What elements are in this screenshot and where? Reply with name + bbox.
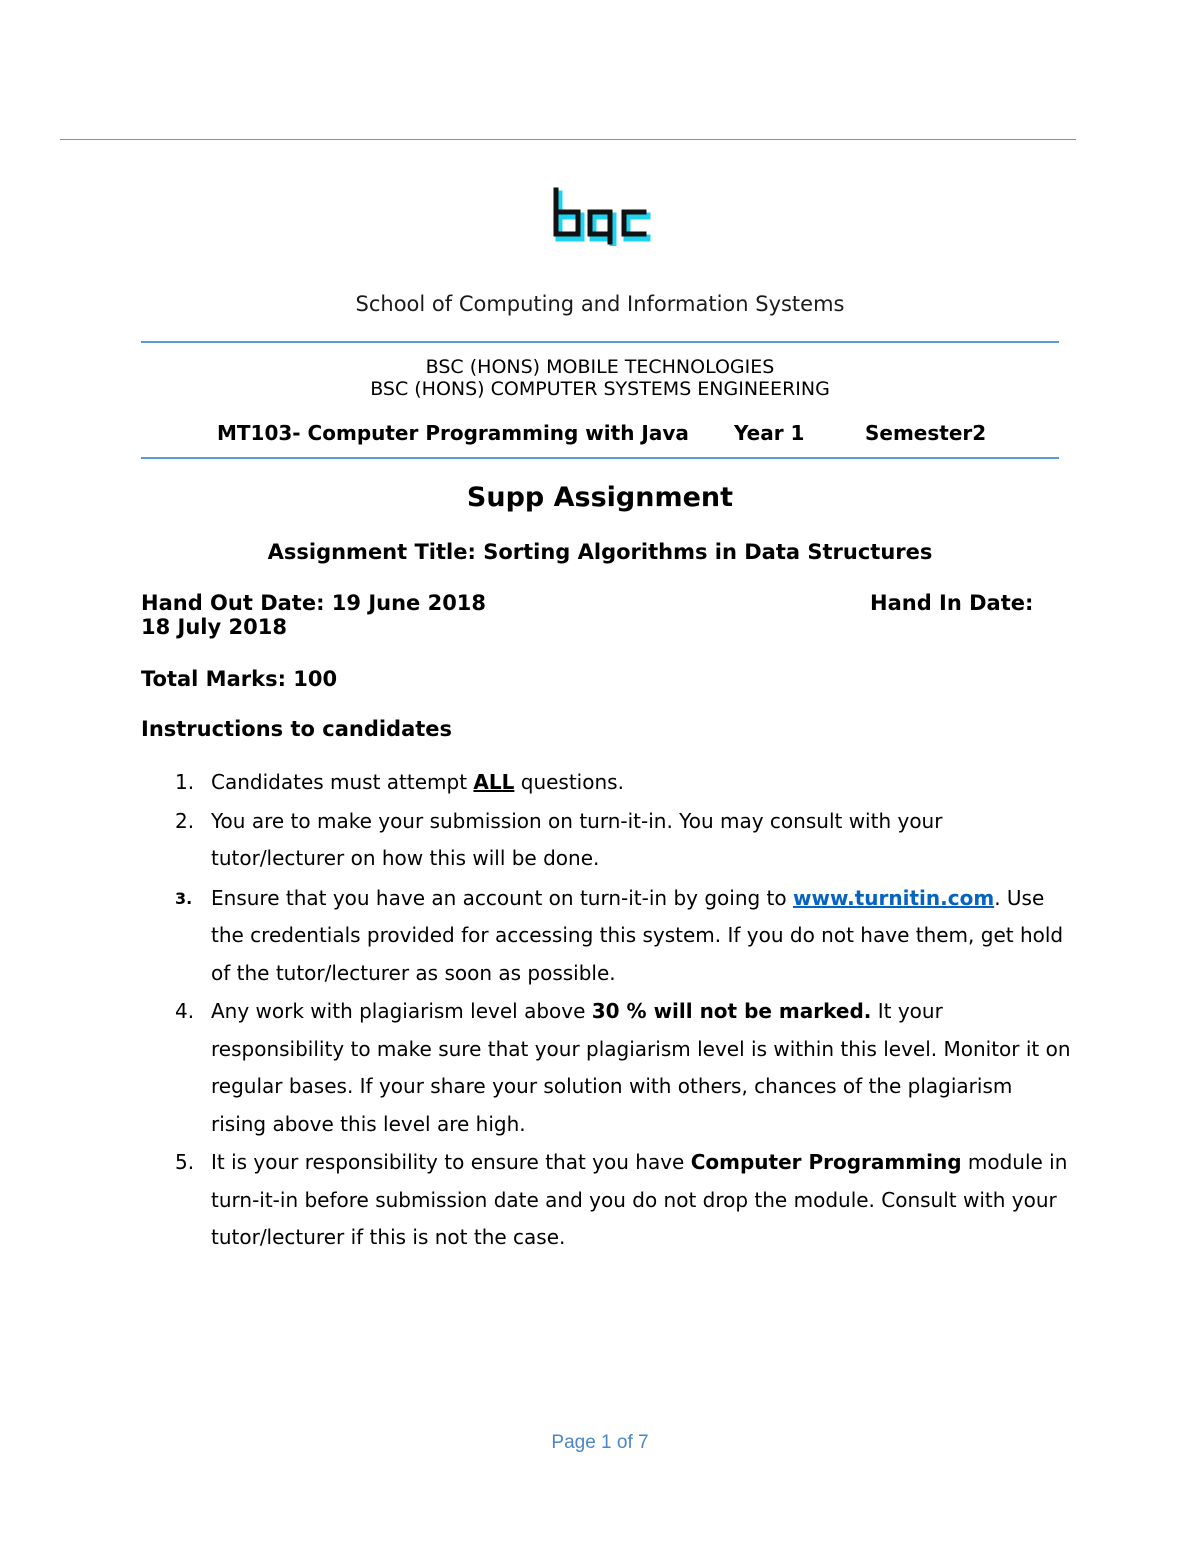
instruction-text: questions. [514,770,624,794]
course-semester: Semester2 [865,421,987,445]
instruction-number: 2. [175,808,195,833]
instruction-item [141,880,1071,993]
instruction-text: Candidates must attempt [211,770,474,794]
instruction-number: 5. [175,1150,195,1174]
instruction-text: It is your responsibility to ensure that you have [211,1150,691,1174]
hand-in-label: Hand In Date: [870,591,1034,615]
course-code-title: MT103- Computer Programming with Java [217,421,689,445]
school-name: School of Computing and Information Systems [355,292,845,316]
divider-top [141,341,1059,343]
document-title: Supp Assignment [466,482,734,513]
instruction-text: . Use the credentials provided for accessing this system. If you do not have them, get hold of the tutor/lecturer as soon as possible. [211,885,1064,985]
bqc-logo [548,184,652,246]
instruction-text: Any work with plagiarism level above [211,999,592,1023]
instruction-text: It your responsibility to make sure that your plagiarism level is within this level. Monitor it on regular bases. If your share your solution with others, chances of the plagiarism rising above this level are high. [211,999,1071,1136]
instruction-item [141,803,1071,878]
turnitin-link[interactable]: www.turnitin.com [792,885,995,910]
programme-mobile: BSC (HONS) MOBILE TECHNOLOGIES [425,356,775,378]
instruction-text: Ensure that you have an account on turn-it-in by going to [211,885,793,910]
total-marks: Total Marks: 100 [141,667,338,691]
instruction-text: You are to make your submission on turn-it-in. You may consult with your tutor/lecturer on how this will be done. [211,808,943,870]
hand-out-date: Hand Out Date: 19 June 2018 [141,591,487,615]
instruction-number: 4. [175,999,195,1023]
emphasis-all: ALL [473,770,515,794]
instructions-list [141,764,1071,1257]
instruction-item [141,764,1071,802]
page-number: Page 1 of 7 [551,1432,649,1453]
assignment-title: Assignment Title: Sorting Algorithms in Data Structures [267,540,933,564]
header-rule [60,139,1076,140]
hand-in-date: 18 July 2018 [141,615,287,639]
instructions-heading: Instructions to candidates [141,717,453,741]
instruction-item [141,993,1071,1143]
programme-systems: BSC (HONS) COMPUTER SYSTEMS ENGINEERING [370,378,830,400]
divider-bottom [141,457,1059,459]
emphasis-module: Computer Programming [690,1150,962,1174]
instruction-number: 3. [175,888,193,908]
emphasis-plagiarism: 30 % will not be marked. [591,999,872,1023]
instruction-item [141,1144,1071,1257]
instruction-text: module in turn-it-in before submission date and you do not drop the module. Consult with your tutor/lecturer if this is not the case. [211,1150,1068,1249]
course-year: Year 1 [734,421,805,445]
instruction-number: 1. [175,770,195,794]
